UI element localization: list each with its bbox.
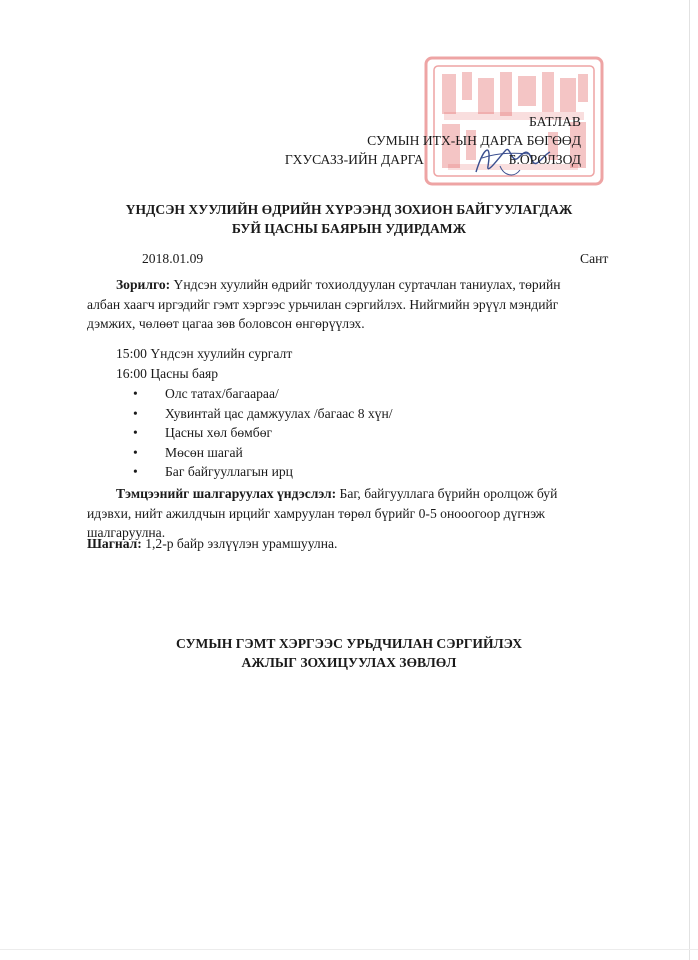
goal-paragraph — [87, 275, 590, 334]
bullet-icon: • — [133, 464, 138, 479]
approval-heading: БАТЛАВ — [529, 114, 581, 129]
event-item — [133, 423, 393, 443]
event-label: Цасны хөл бөмбөг — [165, 425, 273, 440]
prize-text: 1,2-р байр эзлүүлэн урамшуулна. — [141, 536, 338, 551]
footer-line-2: АЖЛЫГ ЗОХИЦУУЛАХ ЗӨВЛӨЛ — [241, 655, 457, 670]
page-edge-bottom — [0, 949, 698, 950]
event-item — [133, 462, 393, 482]
document-date: 2018.01.09 — [142, 251, 204, 266]
approval-block — [285, 112, 581, 169]
schedule-item-2: 16:00 Цасны баяр — [116, 366, 219, 381]
prize-label: Шагнал: — [87, 536, 142, 551]
event-label: Баг байгууллагын ирц — [165, 464, 293, 479]
document-title-line-2: БУЙ ЦАСНЫ БАЯРЫН УДИРДАМЖ — [231, 221, 467, 236]
bullet-icon: • — [133, 386, 138, 401]
document-place: Сант — [580, 251, 609, 266]
event-list — [133, 384, 393, 482]
event-item — [133, 384, 393, 404]
event-item — [133, 443, 393, 463]
goal-text: Үндсэн хуулийн өдрийг тохиолдуулан суртачлан таниулах, төрийн албан хаагч иргэдийг гэмт хэргээс урьчилан сэргийлэх. Нийгмийн эрүүл мэндийг дэмжих, чөлөөт цагаа зөв боловсон өнгөрүүлэх. — [87, 277, 561, 331]
bullet-icon: • — [133, 425, 138, 440]
bullet-icon: • — [133, 405, 138, 421]
criteria-label: Тэмцээнийг шалгаруулах үндэслэл: — [116, 486, 337, 501]
criteria-paragraph — [87, 484, 590, 543]
approval-position-1: СУМЫН ИТХ-ЫН ДАРГА БӨГӨӨД — [367, 133, 581, 148]
approval-signer: Б.ОРОЛЗОД — [508, 152, 581, 167]
event-item — [133, 404, 393, 424]
event-label: Хувинтай цас дамжуулах /багаас 8 хүн/ — [165, 405, 393, 421]
schedule-item-1: 15:00 Үндсэн хуулийн сургалт — [116, 346, 293, 361]
page-edge-right — [689, 0, 690, 960]
bullet-icon: • — [133, 444, 138, 460]
event-label: Олс татах/багаараа/ — [165, 386, 279, 401]
event-label: Мөсөн шагай — [165, 444, 243, 460]
criteria-text: Баг, байгууллага бүрийн оролцож буй идэвхи, нийт ажилдчын ирцийг хамруулан төрөл бүрийг 0-5 оноoогоор дүгнэж шалгаруулна. — [87, 486, 558, 540]
approval-position-2 — [285, 150, 581, 169]
goal-label: Зорилго: — [116, 277, 171, 292]
prize-paragraph — [87, 536, 337, 552]
approval-position-2-text: ГХУСАЗЗ-ИЙН ДАРГА — [284, 152, 424, 167]
footer-line-1: СУМЫН ГЭМТ ХЭРГЭЭС УРЬДЧИЛАН СЭРГИЙЛЭХ — [175, 636, 523, 651]
document-title-line-1: ҮНДСЭН ХУУЛИЙН ӨДРИЙН ХҮРЭЭНД ЗОХИОН БАЙГУУЛАГДАЖ — [125, 202, 573, 217]
